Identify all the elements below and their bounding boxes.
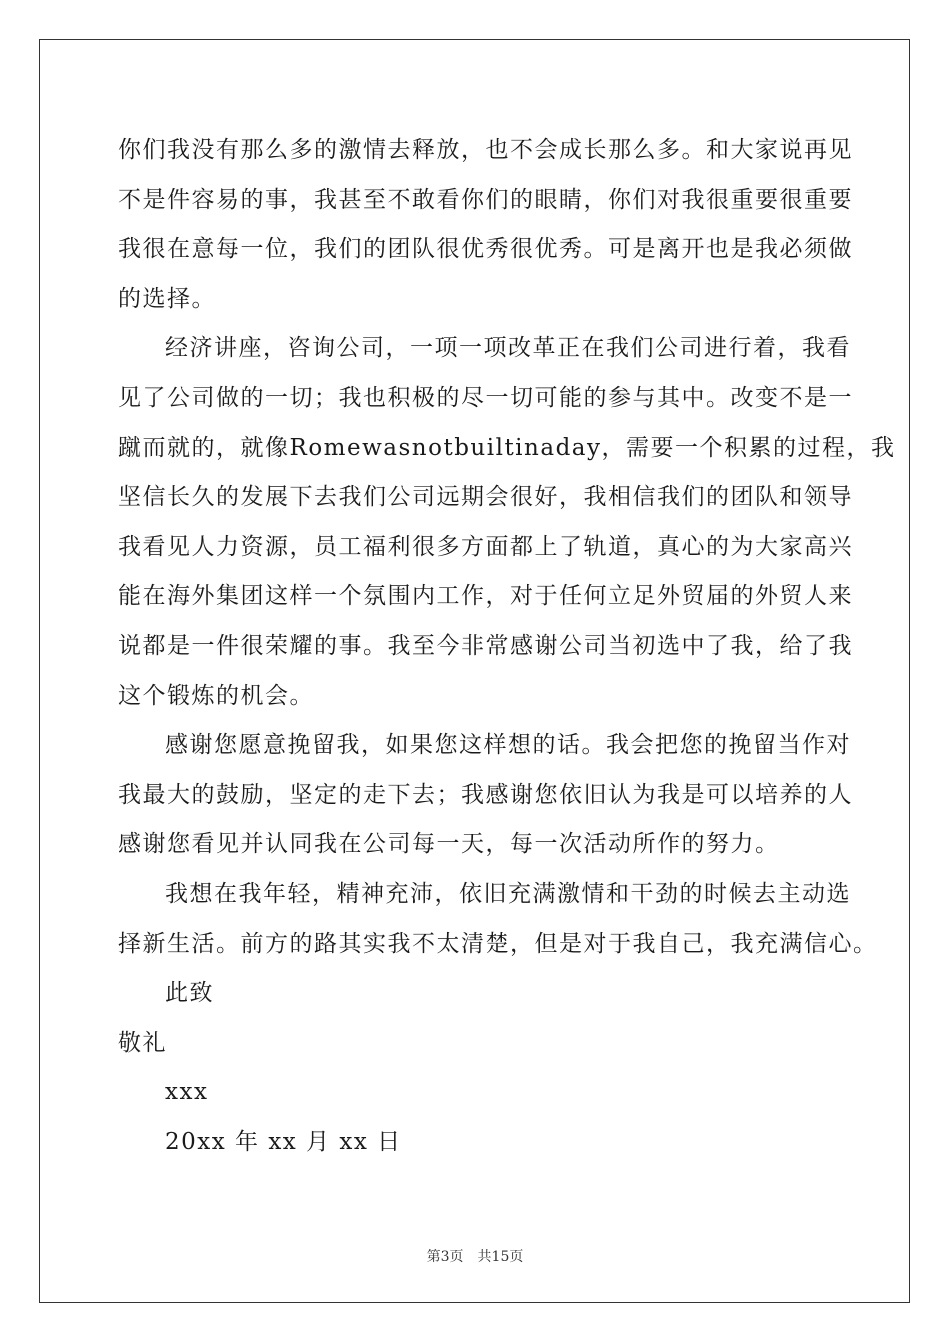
text-line: 说都是一件很荣耀的事。我至今非常感谢公司当初选中了我，给了我 — [118, 632, 853, 659]
text-line: 我想在我年轻，精神充沛，依旧充满激情和干劲的时候去主动选 — [165, 880, 851, 907]
salutation-line: 敬礼 — [118, 1029, 167, 1056]
text-line: 感谢您愿意挽留我，如果您这样想的话。我会把您的挽留当作对 — [165, 732, 851, 759]
text-line: 你们我没有那么多的激情去释放，也不会成长那么多。和大家说再见 — [118, 137, 853, 163]
letter-body — [118, 126, 896, 1167]
text-line: 我最大的鼓励，坚定的走下去；我感谢您依旧认为我是可以培养的人 — [118, 781, 853, 808]
closing-line: 此致 — [165, 980, 214, 1007]
text-line: 我看见人力资源，员工福利很多方面都上了轨道，真心的为大家高兴 — [118, 533, 853, 560]
text-line: 见了公司做的一切；我也积极的尽一切可能的参与其中。改变不是一 — [118, 384, 853, 411]
text-line: 坚信长久的发展下去我们公司远期会很好，我相信我们的团队和领导 — [118, 484, 853, 511]
total-pages-label: 共15页 — [477, 1249, 524, 1265]
text-line: 感谢您看见并认同我在公司每一天，每一次活动所作的努力。 — [118, 831, 780, 858]
current-page-label: 第3页 — [426, 1249, 464, 1265]
text-line: 择新生活。前方的路其实我不太清楚，但是对于我自己，我充满信心。 — [118, 930, 878, 957]
signature-line: xxx — [165, 1079, 209, 1106]
text-line: 的选择。 — [118, 285, 216, 312]
date-line: 20xx 年 xx 月 xx 日 — [165, 1128, 402, 1155]
text-line: 蹴而就的，就像Romewasnotbuiltinaday，需要一个积累的过程，我 — [118, 434, 896, 461]
text-line: 我很在意每一位，我们的团队很优秀很优秀。可是离开也是我必须做 — [118, 236, 853, 263]
text-line: 能在海外集团这样一个氛围内工作，对于任何立足外贸届的外贸人来 — [118, 583, 853, 610]
text-line: 这个锻炼的机会。 — [118, 682, 314, 709]
text-line: 经济讲座，咨询公司，一项一项改革正在我们公司进行着，我看 — [165, 335, 851, 362]
text-line: 不是件容易的事，我甚至不敢看你们的眼睛，你们对我很重要很重要 — [118, 186, 853, 213]
page-footer — [0, 1247, 950, 1267]
